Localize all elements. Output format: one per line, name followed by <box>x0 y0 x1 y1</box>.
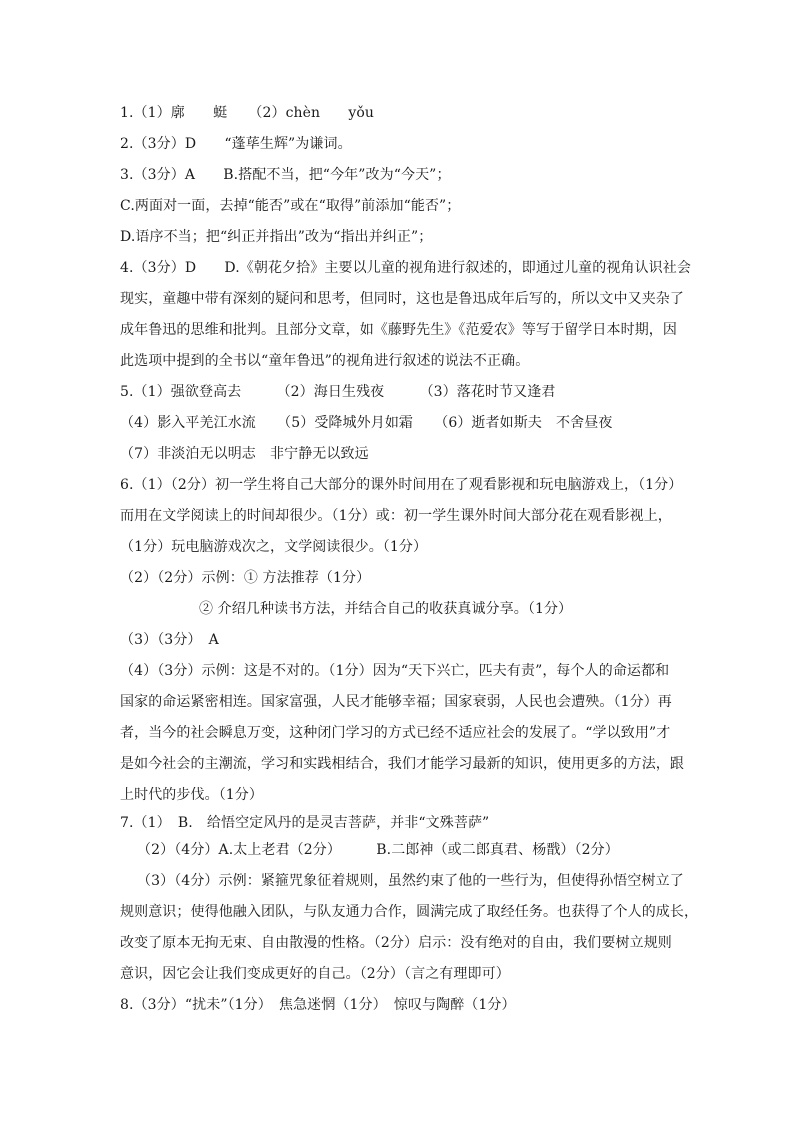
answer-line-6-4: （4）（3分）示例：这是不对的。（1分）因为“天下兴亡，匹夫有责”，每个人的命运都和 <box>120 663 670 679</box>
answer-line-6-cont1: 而用在文学阅读上的时间却很少。（1分）或：初一学生课外时间大部分花在观看影视上， <box>120 508 672 524</box>
answer-line-6-4-cont4: 上时代的步伐。（1分） <box>120 787 264 803</box>
answer-line-8: 8.（3分）“扰未”（1分） 焦急迷惘（1分） 惊叹与陶醉（1分） <box>120 997 516 1013</box>
answer-line-5-cont2: （7）非淡泊无以明志 非宁静无以致远 <box>120 446 369 462</box>
answer-line-2: 2.（3分）D “蓬荜生辉”为谦词。 <box>120 136 352 152</box>
answer-line-3: 3.（3分）A B.搭配不当，把“今年”改为“今天”； <box>120 167 451 183</box>
answer-line-3d: D.语序不当；把“纠正并指出”改为“指出并纠正”； <box>120 229 433 245</box>
answer-line-7-2: （2）（4分）A.太上老君（2分） B.二郎神（或二郎真君、杨戬）（2分） <box>137 842 619 858</box>
answer-line-4-cont1: 现实，童趣中带有深刻的疑问和思考，但同时，这也是鲁迅成年后写的，所以文中又夹杂了 <box>120 291 684 307</box>
answer-line-6-2-cont: ② 介绍几种读书方法，并结合自己的收获真诚分享。（1分） <box>199 601 573 617</box>
answer-line-6-4-cont2: 者，当今的社会瞬息万变，这种闭门学习的方式已经不适应社会的发展了。“学以致用”才 <box>120 725 671 741</box>
answer-line-6-3: （3）（3分） A <box>120 632 219 648</box>
answer-line-3c: C.两面对一面，去掉“能否”或在“取得”前添加“能否”； <box>120 198 461 214</box>
answer-line-7-3-cont3: 意识，因它会让我们变成更好的自己。（2分）（言之有理即可） <box>120 966 510 982</box>
answer-line-4-cont2: 成年鲁迅的思维和批判。且部分文章，如《藤野先生》《范爱农》等写于留学日本时期，因 <box>120 322 677 338</box>
answer-line-5: 5.（1）强欲登高去 （2）海日生残夜 （3）落花时节又逢君 <box>120 384 556 400</box>
answer-line-7-3: （3）（4分）示例：紧箍咒象征着规则，虽然约束了他的一些行为，但使得孙悟空树立了 <box>137 873 684 889</box>
answer-line-6-cont2: （1分）玩电脑游戏次之，文学阅读很少。（1分） <box>120 539 428 555</box>
answer-line-7-3-cont2: 改变了原本无拘无束、自由散漫的性格。（2分）启示：没有绝对的自由，我们要树立规则 <box>120 935 672 951</box>
answer-line-4: 4.（3分）D D.《朝花夕拾》主要以儿童的视角进行叙述的，即通过儿童的视角认识社会 <box>120 260 691 276</box>
answer-line-4-cont3: 此选项中提到的全书以“童年鲁迅”的视角进行叙述的说法不正确。 <box>120 353 530 369</box>
answer-line-1: 1.（1）廓 蜓 （2）chèn yǒu <box>120 105 374 121</box>
answer-line-6-4-cont1: 国家的命运紧密相连。国家富强，人民才能够幸福；国家衰弱，人民也会遭殃。（1分）再 <box>120 694 672 710</box>
answer-line-5-cont1: （4）影入平羌江水流 （5）受降城外月如霜 （6）逝者如斯夫 不舍昼夜 <box>120 415 613 431</box>
answer-line-6-2: （2）（2分）示例：① 方法推荐（1分） <box>120 570 371 586</box>
answer-line-6: 6.（1）（2分）初一学生将自己大部分的课外时间用在了观看影视和玩电脑游戏上，（1分） <box>120 477 683 493</box>
answer-line-6-4-cont3: 是如今社会的主潮流，学习和实践相结合，我们才能学习最新的知识，使用更多的方法，跟 <box>120 756 684 772</box>
answer-line-7-3-cont1: 规则意识；使得他融入团队，与队友通力合作，圆满完成了取经任务。也获得了个人的成长， <box>120 904 699 920</box>
answer-line-7: 7.（1） B. 给悟空定风丹的是灵吉菩萨，并非“文殊菩萨” <box>120 815 490 831</box>
